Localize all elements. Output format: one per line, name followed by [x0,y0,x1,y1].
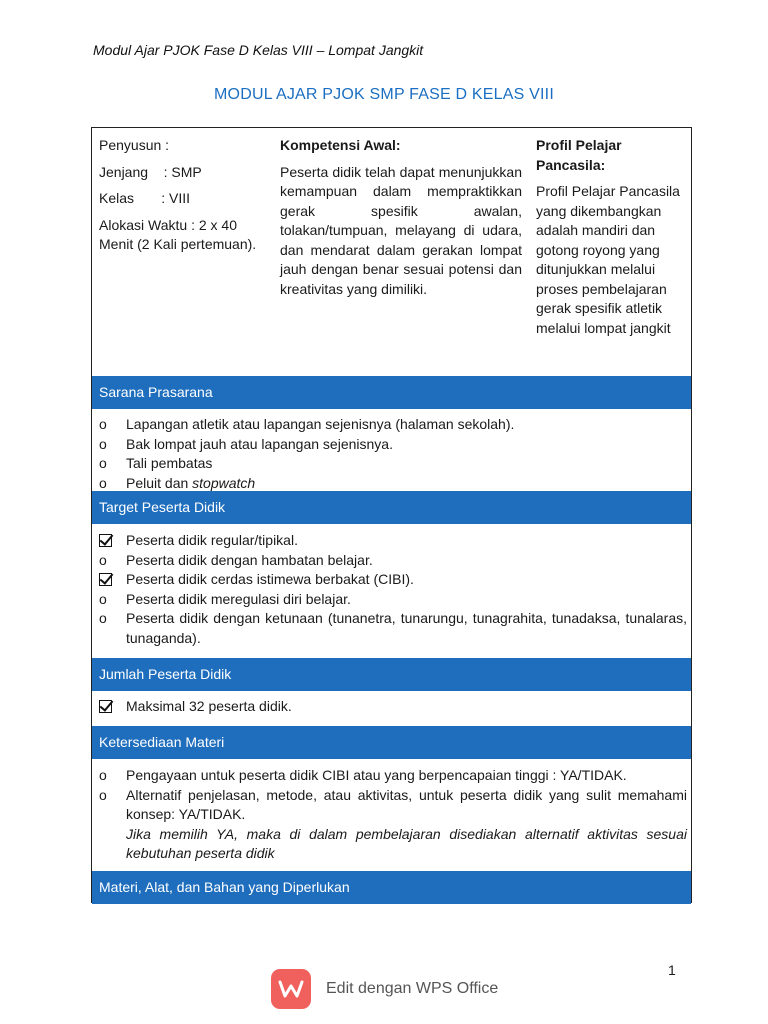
info-row [92,128,691,376]
ketersediaan-header: Ketersediaan Materi [92,726,691,759]
wps-edit-label[interactable]: Edit dengan WPS Office [326,980,499,997]
penyusun-label: Penyusun : [99,137,170,153]
bullet-marker: o [99,416,107,432]
profil-column [536,136,686,338]
module-table [91,127,692,903]
materi-header: Materi, Alat, dan Bahan yang Diperlukan [92,871,691,904]
target-header: Target Peserta Didik [92,491,691,524]
list-item: o Alternatif penjelasan, metode, atau aktivitas, untuk peserta didik yang sulit memahami konsep: YA/TIDAK. [99,786,687,822]
list-item: Peserta didik regular/tipikal. [99,531,687,551]
profil-heading: Profil Pelajar Pancasila: [536,137,622,173]
wps-logo-icon[interactable] [271,969,311,1009]
jumlah-header: Jumlah Peserta Didik [92,658,691,691]
checkbox-checked-icon [99,573,112,586]
target-list [99,531,687,648]
bullet-marker: o [99,474,107,491]
identity-column [99,136,269,255]
bullet-marker: o [99,767,107,783]
kompetensi-text: Peserta didik telah dapat menunjukkan kemampuan dalam mempraktikkan gerak spesifik awalan, tolakan/tumpuan, melayang di udara, dan mendarat dalam gerakan lompat jauh dengan benar sesuai potensi dan kreativitas yang dimiliki. [280,163,522,297]
sarana-header: Sarana Prasarana [92,376,691,409]
checkbox-checked-icon [99,534,112,547]
list-item: o Tali pembatas [99,454,687,474]
stopwatch-text: stopwatch [192,474,256,491]
bullet-marker: o [99,590,107,607]
running-header: Modul Ajar PJOK Fase D Kelas VIII – Lompat Jangkit [93,42,424,58]
jenjang-field: Jenjang : SMP [99,163,202,180]
ketersediaan-note: Jika memilih YA, maka di dalam pembelajaran disediakan alternatif aktivitas sesuai kebutuhan peserta didik [126,825,687,861]
kompetensi-heading: Kompetensi Awal: [280,137,401,153]
list-item: o Peserta didik dengan hambatan belajar. [99,551,687,571]
bullet-marker: o [99,455,107,471]
list-item: o Peluit dan stopwatch [99,474,687,494]
list-item: Maksimal 32 peserta didik. [99,697,687,717]
page-number: 1 [668,962,676,978]
alokasi-waktu: Alokasi Waktu : 2 x 40 Menit (2 Kali pertemuan). [99,216,257,252]
sarana-list [99,415,687,493]
kelas-field: Kelas : VIII [99,190,191,206]
bullet-marker: o [99,786,107,803]
list-item: o Lapangan atletik atau lapangan sejenisnya (halaman sekolah). [99,415,687,435]
list-item: o Pengayaan untuk peserta didik CIBI atau yang berpencapaian tinggi : YA/TIDAK. [99,766,687,786]
list-item: o Peserta didik meregulasi diri belajar. [99,590,687,610]
bullet-marker: o [99,435,107,452]
bullet-marker: o [99,610,107,626]
list-item: Peserta didik cerdas istimewa berbakat (CIBI). [99,570,687,590]
document-title: MODUL AJAR PJOK SMP FASE D KELAS VIII [214,86,554,103]
jumlah-list [99,697,687,717]
profil-text: Profil Pelajar Pancasila yang dikembangkan adalah mandiri dan gotong royong yang ditunjukkan melalui proses pembelajaran gerak spesifik atletik melalui lompat jangkit [536,183,680,336]
wps-edit-banner[interactable] [271,969,498,1009]
note-item [99,825,687,864]
checkbox-checked-icon [99,700,112,713]
list-item: o Bak lompat jauh atau lapangan sejenisnya. [99,435,687,455]
ketersediaan-list [99,766,687,864]
list-item: o Peserta didik dengan ketunaan (tunanetra, tunarungu, tunagrahita, tunadaksa, tunalaras, tunaganda). [99,610,687,646]
bullet-marker: o [99,551,107,568]
kompetensi-column [280,136,522,299]
